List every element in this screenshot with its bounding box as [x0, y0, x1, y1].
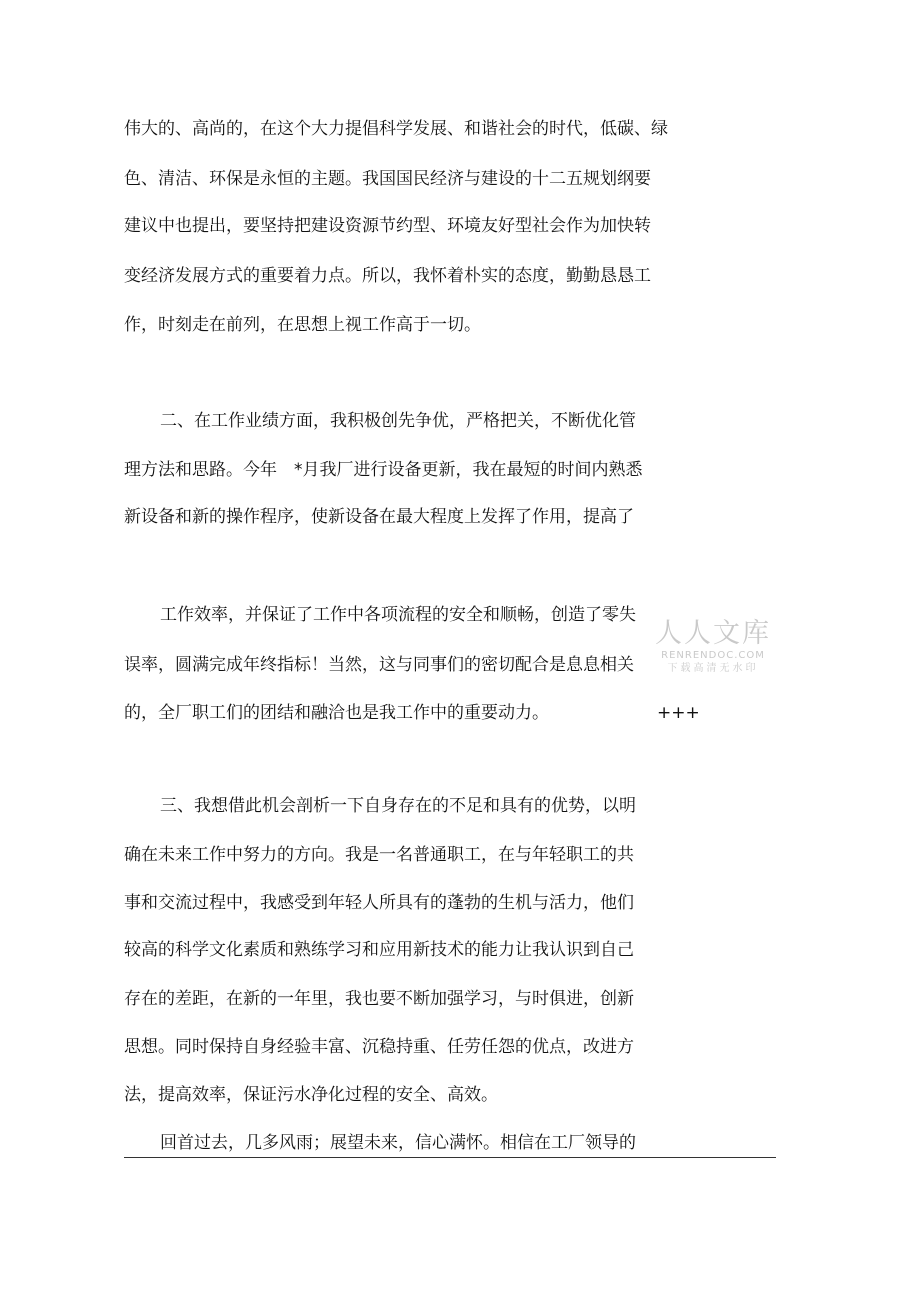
text-line-15: 较高的科学文化素质和熟练学习和应用新技术的能力让我认识到自己: [124, 940, 634, 960]
text-line-9: 工作效率，并保证了工作中各项流程的安全和顺畅，创造了零失: [160, 605, 636, 625]
text-line-14: 事和交流过程中，我感受到年轻人所具有的蓬勃的生机与活力，他们: [124, 893, 634, 913]
text-line-7: 理方法和思路。今年 *月我厂进行设备更新，我在最短的时间内熟悉: [124, 460, 643, 480]
text-line-11: 的，全厂职工们的团结和融洽也是我工作中的重要动力。: [124, 703, 549, 723]
text-line-13: 确在未来工作中努力的方向。我是一名普通职工，在与年轻职工的共: [124, 845, 634, 865]
watermark-title: 人人文库: [655, 618, 771, 649]
text-line-18: 法，提高效率，保证污水净化过程的安全、高效。: [124, 1085, 498, 1105]
text-line-10: 误率，圆满完成年终指标！当然，这与同事们的密切配合是息息相关: [124, 655, 634, 675]
text-line-12: 三、我想借此机会剖析一下自身存在的不足和具有的优势，以明: [160, 796, 636, 816]
text-line-16: 存在的差距，在新的一年里，我也要不断加强学习，与时俱进，创新: [124, 989, 634, 1009]
text-line-19: 回首过去，几多风雨；展望未来，信心满怀。相信在工厂领导的: [160, 1133, 636, 1153]
text-line-2: 色、清洁、环保是永恒的主题。我国国民经济与建设的十二五规划纲要: [124, 169, 651, 189]
text-line-6: 二、在工作业绩方面，我积极创先争优，严格把关，不断优化管: [160, 411, 636, 431]
text-line-4: 变经济发展方式的重要着力点。所以，我怀着朴实的态度，勤勤恳恳工: [124, 266, 651, 286]
text-line-8: 新设备和新的操作程序，使新设备在最大程度上发挥了作用，提高了: [124, 507, 634, 527]
watermark: [648, 618, 778, 675]
page-bottom-rule: [124, 1157, 776, 1158]
watermark-url: RENRENDOC.COM: [661, 650, 765, 661]
watermark-subtitle: 下载高清无水印: [667, 663, 759, 674]
plus-marker: +++: [657, 703, 700, 723]
text-line-5: 作，时刻走在前列，在思想上视工作高于一切。: [124, 315, 481, 335]
text-line-3: 建议中也提出，要坚持把建设资源节约型、环境友好型社会作为加快转: [124, 216, 651, 236]
text-line-17: 思想。同时保持自身经验丰富、沉稳持重、任劳任怨的优点，改进方: [124, 1037, 634, 1057]
text-line-1: 伟大的、高尚的，在这个大力提倡科学发展、和谐社会的时代，低碳、绿: [124, 119, 668, 139]
